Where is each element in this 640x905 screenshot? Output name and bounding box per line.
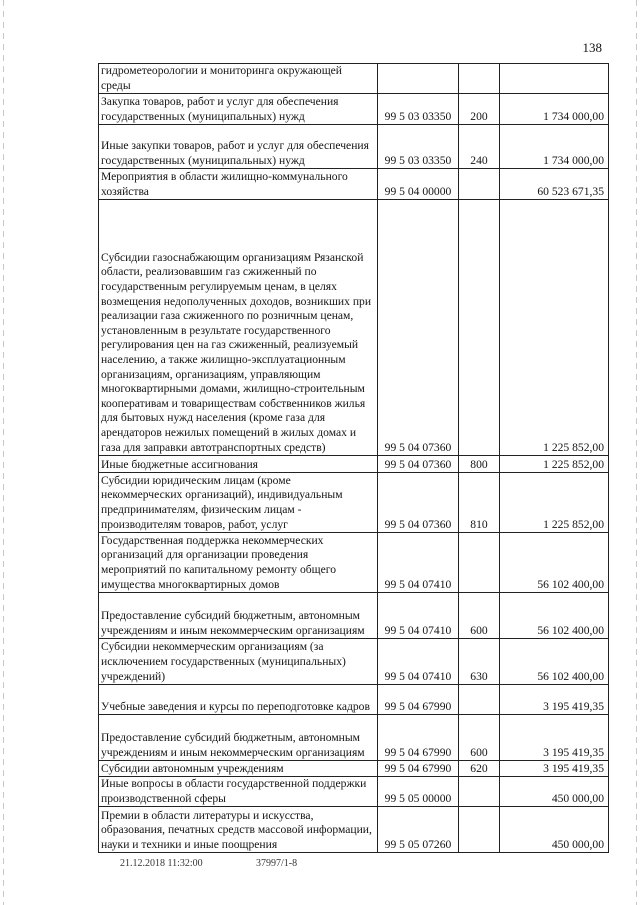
row-vr [459,777,500,807]
row-name: Мероприятия в области жилищно-коммунального хозяйства [99,169,378,200]
row-code: 99 5 04 07360 [378,456,459,473]
table-row [99,685,609,715]
row-vr: 600 [459,593,500,639]
footer-doc-number: 37997/1-8 [256,858,298,869]
row-vr [459,200,500,456]
table-row [99,200,609,456]
row-sum: 3 195 419,35 [500,761,609,777]
row-sum: 56 102 400,00 [500,593,609,639]
row-code: 99 5 04 07410 [378,639,459,685]
row-name: Государственная поддержка некоммерческих организаций для организации проведения мероприятий по капитальному ремонту общего имущества многоквартирных домов [99,533,378,593]
row-code: 99 5 04 07360 [378,200,459,456]
row-code: 99 5 04 67990 [378,685,459,715]
row-sum: 60 523 671,35 [500,169,609,200]
table-row [99,64,609,94]
row-name: Учебные заведения и курсы по переподготовке кадров [99,685,378,715]
page-number: 138 [582,40,602,55]
row-sum: 56 102 400,00 [500,639,609,685]
row-sum: 1 734 000,00 [500,94,609,125]
row-code: 99 5 04 67990 [378,761,459,777]
row-vr [459,533,500,593]
row-name: Предоставление субсидий бюджетным, автономным учреждениям и иным некоммерческим организациям [99,593,378,639]
row-sum: 3 195 419,35 [500,715,609,761]
scan-edge-left [3,0,4,905]
row-code: 99 5 04 07410 [378,533,459,593]
row-vr [459,64,500,94]
row-sum [500,64,609,94]
row-vr: 800 [459,456,500,473]
row-name: Иные закупки товаров, работ и услуг для обеспечения государственных (муниципальных) нужд [99,125,378,169]
row-name: Субсидии газоснабжающим организациям Рязанской области, реализовавшим газ сжиженный по государственным регулируемым ценам, в целях возмещения недополученных доходов, возникших при реализации газа сжиженного по розничным ценам, установленным в результате государственного регулирования цен на газ сжиженный, реализуемый населению, а также жилищно-эксплуатационным организациям, организациям, управляющим многоквартирными домами, жилищно-строительным кооперативам и товариществам собственников жилья для бытовых нужд населения (кроме газа для арендаторов нежилых помещений в жилых домах и газа для заправки автотранспортных средств) [99,200,378,456]
row-vr: 600 [459,715,500,761]
row-vr [459,685,500,715]
row-code: 99 5 04 00000 [378,169,459,200]
row-sum: 1 734 000,00 [500,125,609,169]
table-row [99,125,609,169]
row-name: Субсидии некоммерческим организациям (за исключением государственных (муниципальных) учреждений) [99,639,378,685]
table-row [99,777,609,807]
row-vr [459,807,500,853]
row-sum: 1 225 852,00 [500,456,609,473]
row-vr: 200 [459,94,500,125]
row-name: Субсидии юридическим лицам (кроме некоммерческих организаций), индивидуальным предпринимателям, физическим лицам - производителям товаров, работ, услуг [99,473,378,533]
footer-date: 21.12.2018 11:32:00 [120,858,203,869]
row-code: 99 5 03 03350 [378,94,459,125]
row-vr: 810 [459,473,500,533]
row-sum: 1 225 852,00 [500,200,609,456]
row-code [378,64,459,94]
table-row [99,761,609,777]
table-row [99,807,609,853]
table-row [99,473,609,533]
row-sum: 1 225 852,00 [500,473,609,533]
row-code: 99 5 04 07360 [378,473,459,533]
row-vr: 630 [459,639,500,685]
row-name: Иные вопросы в области государственной поддержки производственной сферы [99,777,378,807]
table-row [99,639,609,685]
row-vr [459,169,500,200]
row-code: 99 5 04 67990 [378,715,459,761]
table-row [99,533,609,593]
row-name: Иные бюджетные ассигнования [99,456,378,473]
row-vr: 620 [459,761,500,777]
row-code: 99 5 05 00000 [378,777,459,807]
row-sum: 450 000,00 [500,777,609,807]
row-sum: 450 000,00 [500,807,609,853]
scan-edge-right [636,0,637,905]
row-vr: 240 [459,125,500,169]
budget-table [98,63,609,853]
row-code: 99 5 03 03350 [378,125,459,169]
table-row [99,715,609,761]
row-name: гидрометеорологии и мониторинга окружающей среды [99,64,378,94]
row-code: 99 5 05 07260 [378,807,459,853]
row-name: Субсидии автономным учреждениям [99,761,378,777]
row-sum: 3 195 419,35 [500,685,609,715]
row-name: Закупка товаров, работ и услуг для обеспечения государственных (муниципальных) нужд [99,94,378,125]
table-row [99,593,609,639]
row-code: 99 5 04 07410 [378,593,459,639]
table-row [99,94,609,125]
table-row [99,456,609,473]
table-row [99,169,609,200]
row-sum: 56 102 400,00 [500,533,609,593]
row-name: Премии в области литературы и искусства, образования, печатных средств массовой информации, науки и техники и иные поощрения [99,807,378,853]
row-name: Предоставление субсидий бюджетным, автономным учреждениям и иным некоммерческим организациям [99,715,378,761]
